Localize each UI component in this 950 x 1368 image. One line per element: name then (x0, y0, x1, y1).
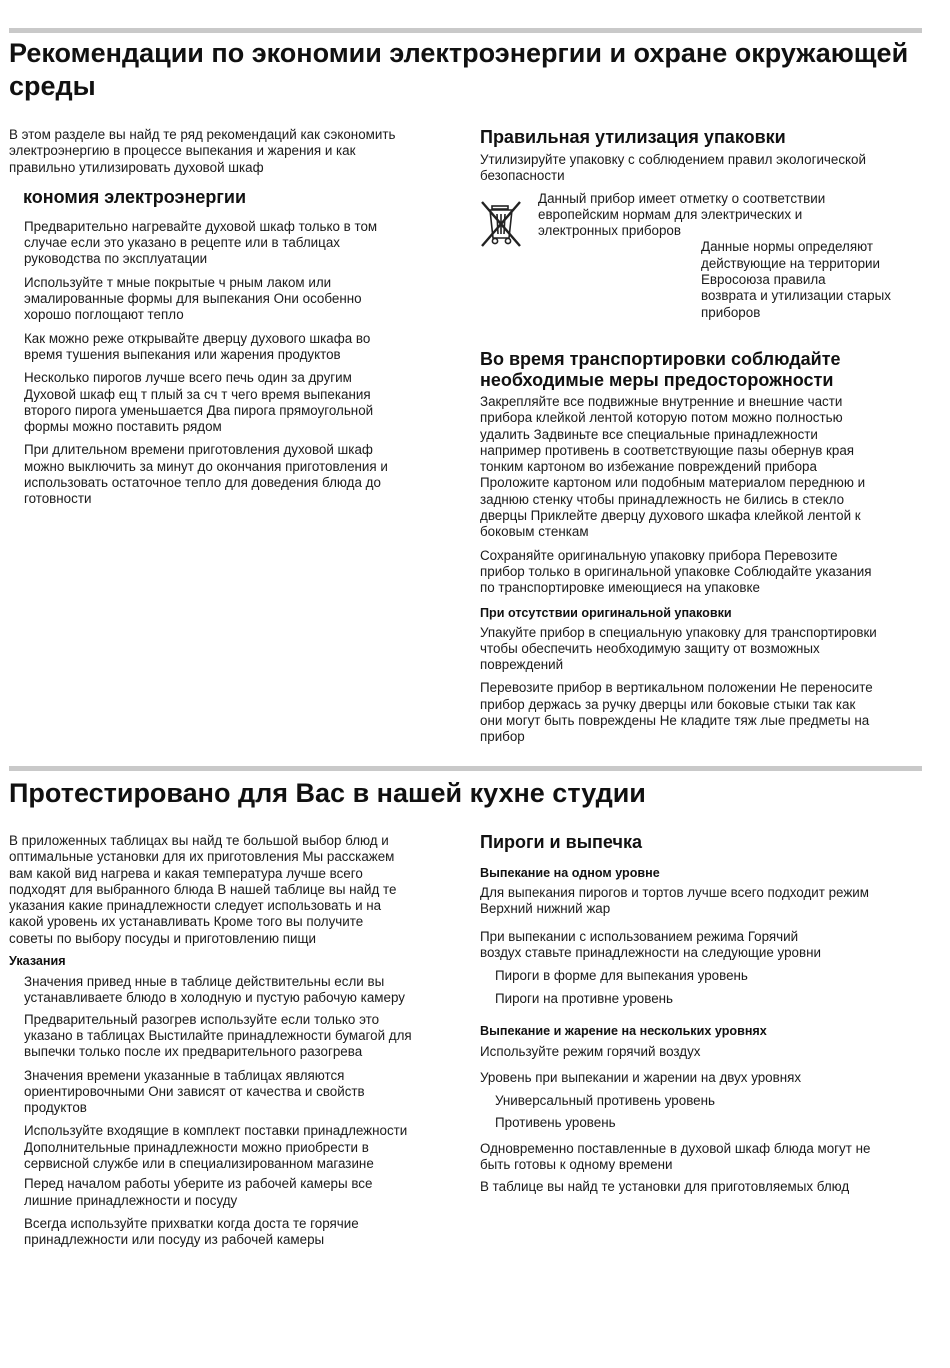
level-item: Пироги на противне уровень (495, 991, 674, 1007)
transport-text: Закрепляйте все подвижные внутренние и внешние части прибора клейкой лентой которую потом можно полностью удалить Задвиньте все специальные принадлежности например противень в соответствующие пазы обернув края тонким картоном во избежание повреждений прибора Проложите картоном или подобным материалом переднюю и заднюю стенку чтобы принадлежность не бились в стекло дверцы Приклейте дверцу духового шкафа клейкой лентой к боковым стенкам (480, 393, 866, 540)
level-item: Пироги в форме для выпекания уровень (495, 968, 748, 984)
pies-heading: Пироги и выпечка (480, 832, 642, 852)
energy-heading: кономия электроэнергии (23, 186, 247, 207)
note-item: Используйте входящие в комплект поставки принадлежности Дополнительные принадлежности можно приобрести в сервисной службе или в специализированном магазине (24, 1123, 408, 1172)
energy-tip: Используйте т мные покрытые ч рным лаком или эмалированные формы для выпекания Они особенно хорошо поглощают тепло (24, 274, 362, 323)
level-item: Противень уровень (495, 1114, 616, 1130)
left-column-tested (9, 833, 454, 1249)
multi-level-text: В таблице вы найд те установки для приготовляемых блюд (480, 1178, 850, 1194)
section-title-tested: Протестировано для Вас в нашей кухне студии (9, 778, 646, 808)
multi-level-heading: Выпекание и жарение на нескольких уровнях (480, 1023, 767, 1038)
section-divider (9, 766, 922, 771)
disposal-text: Утилизируйте упаковку с соблюдением правил экологической безопасности (480, 152, 866, 184)
intro-text: В этом разделе вы найд те ряд рекомендаций как сэкономить электроэнергию в процессе выпекания и жарения и как правильно утилизировать духовой шкаф (9, 127, 396, 175)
tested-intro: В приложенных таблицах вы найд те большой выбор блюд и оптимальные установки для их приготовления Мы расскажем вам какой вид нагрева и какая температура лучше всего подходят для выбранного блюда В нашей таблице вы найд те указания какие принадлежности следует использовать и на какой уровень их устанавливать Кроме того вы получите советы по выбору посуды и приготовлению пищи (9, 833, 397, 946)
transport-heading: Во время транспортировки соблюдайте необходимые меры предосторожности (480, 348, 841, 390)
no-packaging-text: Перевозите прибор в вертикальном положении Не переносите прибор держась за ручку дверцы или боковые стыки так как они могут быть повреждены Не кладите тяж лые предметы на прибор (480, 680, 873, 745)
one-level-text: При выпекании с использованием режима Горячий воздух ставьте принадлежности на следующие уровни (480, 928, 821, 960)
one-level-heading: Выпекание на одном уровне (480, 866, 660, 880)
multi-level-text: Уровень при выпекании и жарении на двух уровнях (480, 1070, 802, 1086)
multi-level-text: Используйте режим горячий воздух (480, 1043, 701, 1059)
crossed-bin-icon (478, 198, 524, 250)
notes-heading: Указания (9, 954, 66, 969)
note-item: Перед началом работы уберите из рабочей камеры все лишние принадлежности и посуду (24, 1176, 373, 1208)
transport-text: Сохраняйте оригинальную упаковку прибора Перевозите прибор только в оригинальной упаковке Соблюдайте указания по транспортировке имеющиеся на упаковке (480, 547, 872, 596)
disposal-heading: Правильная утилизация упаковки (480, 127, 786, 147)
left-column-energy (9, 127, 454, 508)
note-item: Всегда используйте прихватки когда доста те горячие принадлежности или посуду из рабочей камеры (24, 1215, 359, 1248)
section-title-energy: Рекомендации по экономии электроэнергии и охране окружающей среды (9, 38, 909, 101)
no-packaging-heading: При отсутствии оригинальной упаковки (480, 605, 732, 620)
note-item: Значения привед нные в таблице действительны если вы устанавливаете блюдо в холодную и пустую рабочую камеру (24, 974, 405, 1006)
multi-level-text: Одновременно поставленные в духовой шкаф блюда могут не быть готовы к одному времени (480, 1140, 871, 1173)
energy-tip: Несколько пирогов лучше всего печь один за другим Духовой шкаф ещ т плый за сч т чего время выпекания второго пирога уменьшается Два пирога прямоугольной формы можно поставить рядом (24, 370, 374, 435)
weee-text: Данный прибор имеет отметку о соответствии европейским нормам для электрических и электронных приборов (538, 190, 826, 239)
right-column-pies (480, 832, 925, 1195)
weee-text-norms: Данные нормы определяют действующие на территории Евросоюза правила возврата и утилизации старых приборов (701, 239, 891, 320)
one-level-text: Для выпекания пирогов и тортов лучше всего подходит режим Верхний нижний жар (480, 885, 869, 917)
section-divider (9, 28, 922, 33)
note-item: Предварительный разогрев используйте если только это указано в таблицах Выстилайте принадлежности бумагой для выпечки только после их предварительного разогрева (24, 1011, 412, 1060)
note-item: Значения времени указанные в таблицах являются ориентировочными Они зависят от качества и свойств продуктов (24, 1067, 365, 1116)
energy-tip: Предварительно нагревайте духовой шкаф только в том случае если это указано в рецепте или в таблицах руководства по эксплуатации (24, 218, 378, 267)
level-item: Универсальный противень уровень (495, 1093, 715, 1109)
no-packaging-text: Упакуйте прибор в специальную упаковку для транспортировки чтобы обеспечить необходимую защиту от возможных повреждений (480, 624, 877, 673)
right-column-disposal (480, 127, 925, 746)
energy-tip: При длительном времени приготовления духовой шкаф можно выключить за минут до окончания приготовления и использовать остаточное тепло для доведения блюда до готовности (24, 442, 388, 507)
energy-tip: Как можно реже открывайте дверцу духового шкафа во время тушения выпекания или жарения продуктов (24, 330, 371, 362)
